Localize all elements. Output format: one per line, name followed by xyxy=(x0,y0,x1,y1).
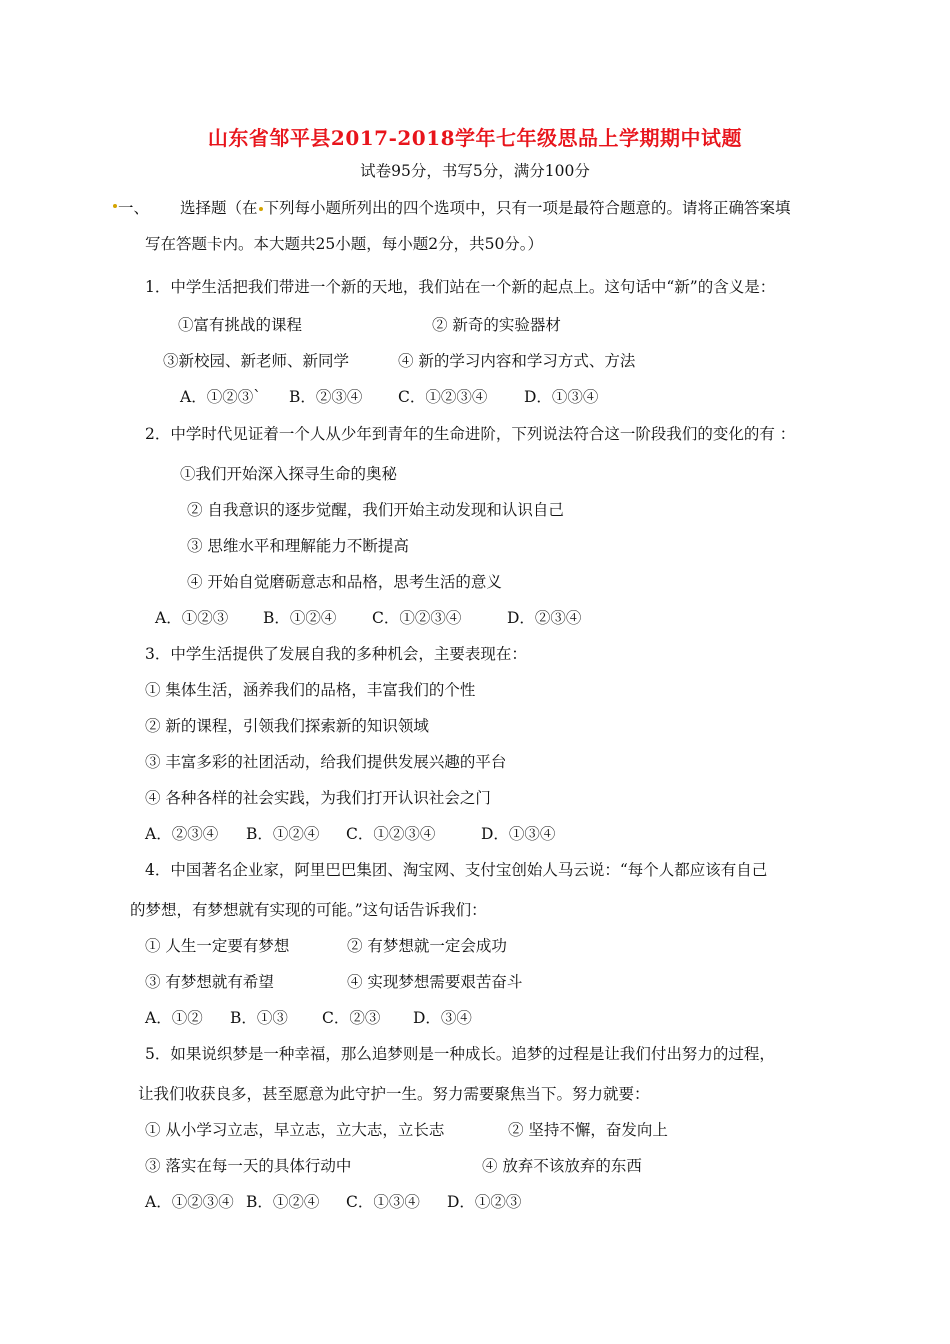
q2-stem: 2．中学时代见证着一个人从少年到青年的生命进阶，下列说法符合这一阶段我们的变化的有 ： xyxy=(145,425,796,443)
q2-option-2: ② 自我意识的逐步觉醒，我们开始主动发现和认识自己 xyxy=(187,501,564,519)
q3-choice-a: A．②③④ xyxy=(145,825,219,843)
q4-choice-d: D．③④ xyxy=(413,1009,472,1027)
q5-option-4: ④ 放弃不该放弃的东西 xyxy=(482,1157,642,1175)
section-intro-b: 下列每小题所列出的四个选项中，只有一项是最符合题意的。请将正确答案填 xyxy=(263,199,791,217)
q5-choice-c: C．①③④ xyxy=(346,1193,420,1211)
q5-option-2: ② 坚持不懈，奋发向上 xyxy=(508,1121,668,1139)
q3-choice-c: C．①②③④ xyxy=(346,825,436,843)
section-intro-line2: 写在答题卡内。本大题共25小题，每小题2分，共50分。） xyxy=(145,235,544,253)
q2-choice-c: C．①②③④ xyxy=(372,609,462,627)
q3-option-4: ④ 各种各样的社会实践，为我们打开认识社会之门 xyxy=(145,789,491,807)
inline-marker-dot xyxy=(259,207,263,211)
q5-choice-b: B．①②④ xyxy=(246,1193,320,1211)
q4-option-3: ③ 有梦想就有希望 xyxy=(145,973,274,991)
q2-choice-a: A．①②③ xyxy=(155,609,229,627)
q1-option-2: ② 新奇的实验器材 xyxy=(432,316,561,334)
q1-choice-c: C．①②③④ xyxy=(398,388,488,406)
q5-option-3: ③ 落实在每一天的具体行动中 xyxy=(145,1157,352,1175)
q4-option-4: ④ 实现梦想需要艰苦奋斗 xyxy=(347,973,523,991)
q1-choice-a: A．①②③` xyxy=(180,388,261,406)
q2-option-1: ①我们开始深入探寻生命的奥秘 xyxy=(180,465,398,483)
q5-stem-line2: 让我们收获良多，甚至愿意为此守护一生。努力需要聚焦当下。努力就要： xyxy=(138,1085,650,1103)
q1-choice-b: B．②③④ xyxy=(289,388,363,406)
page-title: 山东省邹平县2017-2018学年七年级思品上学期期中试题 xyxy=(207,126,743,150)
q2-choice-d: D．②③④ xyxy=(507,609,582,627)
q3-option-3: ③ 丰富多彩的社团活动，给我们提供发展兴趣的平台 xyxy=(145,753,507,771)
page-subtitle: 试卷95分，书写5分，满分100分 xyxy=(360,162,590,180)
q2-option-3: ③ 思维水平和理解能力不断提高 xyxy=(187,537,409,555)
q2-choice-b: B．①②④ xyxy=(263,609,337,627)
section-number: 一、 xyxy=(118,199,150,217)
q3-option-1: ① 集体生活，涵养我们的品格，丰富我们的个性 xyxy=(145,681,476,699)
q5-choice-a: A．①②③④ xyxy=(145,1193,234,1211)
q3-option-2: ② 新的课程，引领我们探索新的知识领域 xyxy=(145,717,429,735)
q1-choice-d: D．①③④ xyxy=(524,388,599,406)
section-marker-dot xyxy=(113,204,117,208)
q1-option-4: ④ 新的学习内容和学习方式、方法 xyxy=(398,352,636,370)
q4-stem-line2: 的梦想，有梦想就有实现的可能。”这句话告诉我们： xyxy=(130,901,487,919)
q5-choice-d: D．①②③ xyxy=(447,1193,522,1211)
q3-stem: 3．中学生活提供了发展自我的多种机会，主要表现在： xyxy=(145,645,527,663)
q5-option-1: ① 从小学习立志，早立志，立大志，立长志 xyxy=(145,1121,445,1139)
q4-stem: 4．中国著名企业家，阿里巴巴集团、淘宝网、支付宝创始人马云说：“每个人都应该有自己 xyxy=(145,861,768,879)
q4-choice-c: C．②③ xyxy=(322,1009,381,1027)
section-intro xyxy=(180,197,791,219)
q4-choice-a: A．①② xyxy=(145,1009,203,1027)
q3-choice-d: D．①③④ xyxy=(481,825,556,843)
section-intro-a: 选择题（在 xyxy=(180,199,258,217)
q1-option-3: ③新校园、新老师、新同学 xyxy=(163,352,350,370)
q5-stem: 5．如果说织梦是一种幸福，那么追梦则是一种成长。追梦的过程是让我们付出努力的过程， xyxy=(145,1045,775,1063)
q1-stem: 1．中学生活把我们带进一个新的天地，我们站在一个新的起点上。这句话中“新”的含义是： xyxy=(145,278,776,296)
q4-option-2: ② 有梦想就一定会成功 xyxy=(347,937,507,955)
q4-option-1: ① 人生一定要有梦想 xyxy=(145,937,290,955)
q2-option-4: ④ 开始自觉磨砺意志和品格，思考生活的意义 xyxy=(187,573,502,591)
q1-option-1: ①富有挑战的课程 xyxy=(178,316,303,334)
q4-choice-b: B．①③ xyxy=(230,1009,288,1027)
q3-choice-b: B．①②④ xyxy=(246,825,320,843)
